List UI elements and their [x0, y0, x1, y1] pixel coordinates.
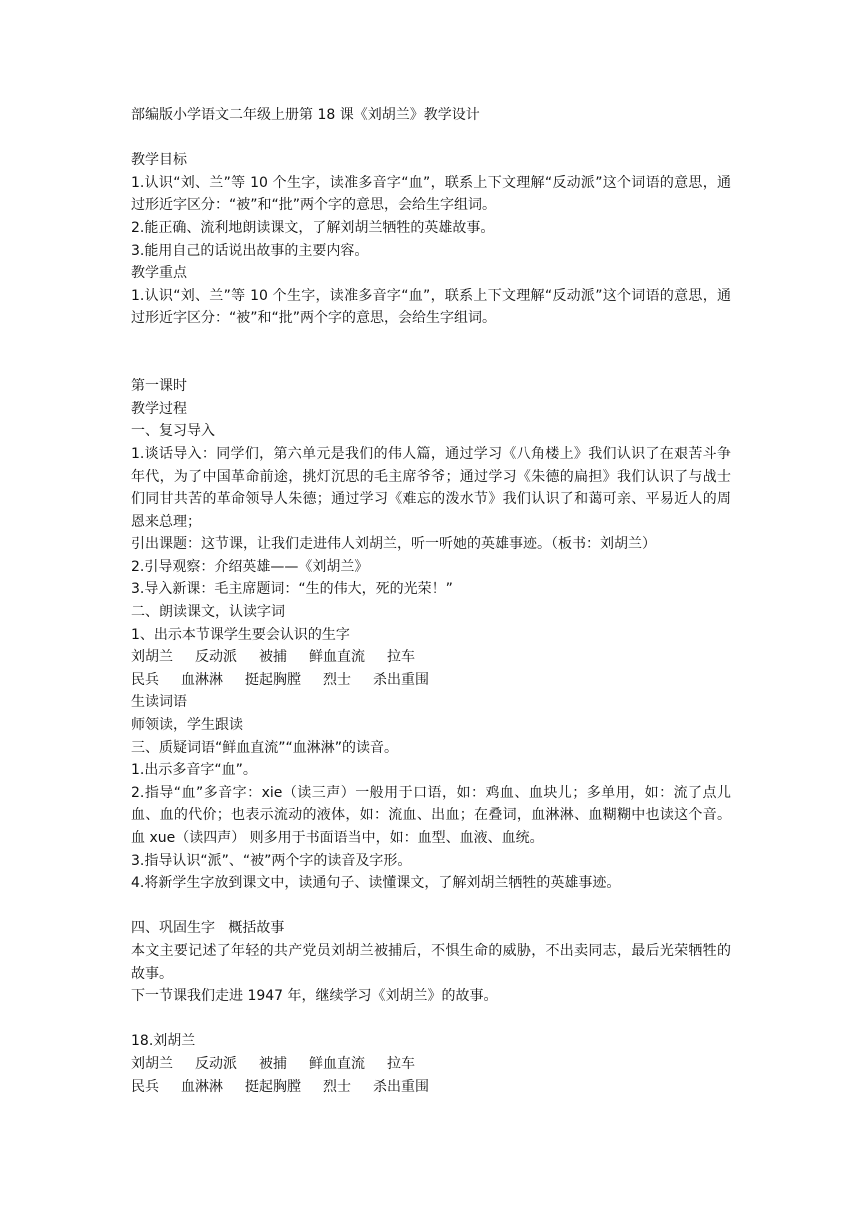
section4-paragraph: 本文主要记述了年轻的共产党员刘胡兰被捕后，不惧生命的威胁，不出卖同志，最后光荣牺牲的故事。 — [131, 942, 731, 982]
section1-paragraph: 1.谈话导入：同学们，第六单元是我们的伟人篇，通过学习《八角楼上》我们认识了在艰苦斗争年代，为了中国革命前途，挑灯沉思的毛主席爷爷；通过学习《朱德的扁担》我们认识了与战士们同甘共苦的革命领导人朱德；通过学习《难忘的泼水节》我们认识了和蔼可亲、平易近人的周恩来总理； — [131, 445, 731, 530]
word-item: 挺起胸膛 — [245, 1078, 301, 1095]
document-body — [131, 104, 731, 1098]
word-item: 被捕 — [259, 1055, 287, 1072]
word-item: 血淋淋 — [181, 671, 223, 688]
section1-paragraph: 3.导入新课：毛主席题词：“生的伟大，死的光荣！” — [131, 581, 453, 598]
word-item: 烈士 — [323, 671, 351, 688]
word-item: 被捕 — [259, 649, 287, 666]
section4-paragraph: 下一节课我们走进 1947 年，继续学习《刘胡兰》的故事。 — [131, 988, 498, 1005]
word-item: 民兵 — [131, 671, 159, 688]
document-title: 部编版小学语文二年级上册第 18 课《刘胡兰》教学设计 — [131, 107, 480, 123]
board-word-row — [131, 1053, 731, 1076]
section3-paragraph: 1.出示多音字“血”。 — [131, 762, 257, 779]
section3-paragraph: 4.将新学生字放到课文中，读通句子、读懂课文，了解刘胡兰牺牲的英雄事迹。 — [131, 875, 621, 892]
objective-item: 3.能用自己的话说出故事的主要内容。 — [131, 242, 369, 259]
word-item: 民兵 — [131, 1078, 159, 1095]
word-item: 杀出重围 — [373, 1078, 429, 1095]
lesson-period: 第一课时 — [131, 378, 187, 395]
word-item: 血淋淋 — [181, 1078, 223, 1095]
word-item: 反动派 — [195, 649, 237, 666]
board-word-row — [131, 1076, 731, 1099]
word-item: 挺起胸膛 — [245, 671, 301, 688]
word-item: 反动派 — [195, 1055, 237, 1072]
section2-heading: 二、朗读课文，认读字词 — [131, 604, 285, 621]
section2-text: 生读词语 — [131, 694, 187, 711]
key-points-heading: 教学重点 — [131, 265, 187, 282]
word-item: 烈士 — [323, 1078, 351, 1095]
section1-paragraph: 引出课题：这节课，让我们走进伟人刘胡兰，听一听她的英雄事迹。（板书：刘胡兰） — [131, 536, 656, 553]
section1-paragraph: 2.引导观察：介绍英雄——《刘胡兰》 — [131, 558, 369, 575]
word-item: 拉车 — [387, 1055, 415, 1072]
word-item: 鲜血直流 — [309, 1055, 365, 1072]
section2-subheading: 1、出示本节课学生要会认识的生字 — [131, 626, 350, 643]
process-heading: 教学过程 — [131, 400, 187, 417]
section4-heading: 四、巩固生字 概括故事 — [131, 920, 285, 937]
objectives-heading: 教学目标 — [131, 152, 187, 169]
spacer — [131, 330, 731, 375]
section3-paragraph: 2.指导“血”多音字：xie（读三声）一般用于口语，如：鸡血、血块儿；多单用，如：流了点儿血、血的代价；也表示流动的液体，如：流血、出血；在叠词，血淋淋、血糊糊中也读这个音。血 xue（读四声） 则多用于书面语当中，如：血型、血液、血统。 — [131, 784, 731, 846]
key-point-item: 1.认识“刘、兰”等 10 个生字，读准多音字“血”，联系上下文理解“反动派”这个词语的意思，通过形近字区分：“被”和“批”两个字的意思，会给生字组词。 — [131, 287, 731, 327]
objective-item: 2.能正确、流利地朗读课文，了解刘胡兰牺牲的英雄故事。 — [131, 219, 495, 236]
section3-heading: 三、质疑词语“鲜血直流”“血淋淋”的读音。 — [131, 739, 399, 756]
word-item: 刘胡兰 — [131, 649, 173, 666]
spacer — [131, 895, 731, 918]
word-item: 鲜血直流 — [309, 649, 365, 666]
spacer — [131, 127, 731, 150]
section1-heading: 一、复习导入 — [131, 423, 215, 440]
word-list-row — [131, 646, 731, 669]
word-item: 拉车 — [387, 649, 415, 666]
board-title: 18.刘胡兰 — [131, 1033, 196, 1050]
word-list-row — [131, 669, 731, 692]
spacer — [131, 1008, 731, 1031]
section2-text: 师领读，学生跟读 — [131, 717, 243, 734]
objective-item: 1.认识“刘、兰”等 10 个生字，读准多音字“血”，联系上下文理解“反动派”这个词语的意思，通过形近字区分：“被”和“批”两个字的意思，会给生字组词。 — [131, 174, 731, 214]
word-item: 刘胡兰 — [131, 1055, 173, 1072]
section3-paragraph: 3.指导认识“派”、“被”两个字的读音及字形。 — [131, 852, 412, 869]
word-item: 杀出重围 — [373, 671, 429, 688]
